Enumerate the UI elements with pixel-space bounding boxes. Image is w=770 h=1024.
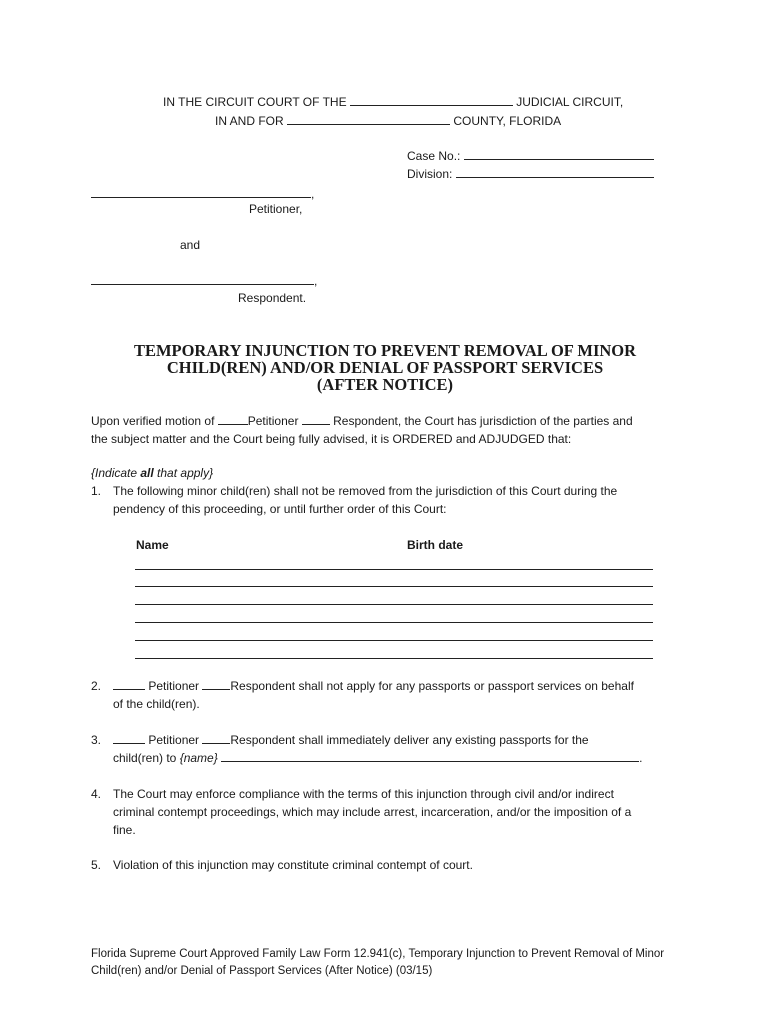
- item-3-text: Respondent shall immediately deliver any existing passports for the: [230, 733, 589, 747]
- name-column-header: Name: [136, 538, 169, 552]
- item-1-number: 1.: [91, 484, 102, 498]
- and-label: and: [180, 238, 201, 252]
- child-row-blank[interactable]: [135, 586, 653, 587]
- intro-line-2: the subject matter and the Court being fully advised, it is ORDERED and ADJUDGED that:: [91, 432, 572, 446]
- item-3-name-blank[interactable]: [221, 760, 639, 762]
- indicate-a: {Indicate: [91, 466, 141, 480]
- footer-line-1: Florida Supreme Court Approved Family Law Form 12.941(c), Temporary Injunction to Prevent Removal of Minor: [91, 948, 665, 960]
- item-3-name-placeholder: {name}: [179, 751, 218, 765]
- petitioner-check-blank[interactable]: [218, 423, 248, 425]
- indicate-instruction: [91, 466, 213, 480]
- county-florida-label: COUNTY, FLORIDA: [453, 114, 562, 128]
- indicate-all: all: [140, 466, 154, 480]
- item-4-number: 4.: [91, 787, 102, 801]
- birth-date-column-header: Birth date: [407, 538, 464, 552]
- item-2-line-1: [113, 679, 634, 693]
- child-row-blank[interactable]: [135, 622, 653, 623]
- court-header-line-2: [215, 114, 561, 128]
- item-3-line-1: [113, 733, 589, 747]
- item-3-line-2: child(ren) to {name} .: [113, 751, 643, 765]
- child-row-blank[interactable]: [135, 658, 653, 659]
- respondent-name-row: ,: [91, 274, 317, 288]
- form-title-line-2: CHILD(REN) AND/OR DENIAL OF PASSPORT SERVICES: [166, 358, 604, 377]
- judicial-circuit-label: JUDICIAL CIRCUIT,: [516, 95, 624, 109]
- item-2-text: Respondent shall not apply for any passports or passport services on behalf: [230, 679, 634, 693]
- intro-petitioner: Petitioner: [247, 414, 299, 428]
- item-3-number: 3.: [91, 733, 102, 747]
- case-number-row: [407, 149, 654, 163]
- division-row: [407, 167, 654, 181]
- item-3-child-text: child(ren) to: [113, 751, 180, 765]
- division-blank[interactable]: [456, 176, 654, 178]
- case-number-label: Case No.:: [407, 149, 461, 163]
- division-label: Division:: [407, 167, 453, 181]
- form-title-line-1: TEMPORARY INJUNCTION TO PREVENT REMOVAL OF MINOR: [133, 341, 637, 360]
- item-5-number: 5.: [91, 858, 102, 872]
- intro-text: Upon verified motion of: [91, 414, 215, 428]
- petitioner-name-row: ,: [91, 187, 314, 201]
- intro-text-cont: Respondent, the Court has jurisdiction of the parties and: [333, 414, 633, 428]
- child-row-blank[interactable]: [135, 604, 653, 605]
- court-header-line-1: [163, 95, 623, 109]
- item-2-number: 2.: [91, 679, 102, 693]
- respondent-check-blank[interactable]: [302, 423, 330, 425]
- item-3-petitioner-blank[interactable]: [113, 742, 145, 744]
- respondent-name-blank[interactable]: [91, 283, 314, 285]
- indicate-c: that apply}: [153, 466, 214, 480]
- item-3-respondent-blank[interactable]: [202, 742, 230, 744]
- item-4-line-2: criminal contempt proceedings, which may include arrest, incarceration, and/or the imposition of a: [113, 805, 632, 819]
- footer-line-2: Child(ren) and/or Denial of Passport Services (After Notice) (03/15): [91, 965, 433, 977]
- respondent-label: Respondent.: [238, 291, 307, 305]
- case-number-blank[interactable]: [464, 158, 654, 160]
- item-2-line-2: of the child(ren).: [113, 697, 200, 711]
- item-4-line-1: The Court may enforce compliance with the terms of this injunction through civil and/or indirect: [113, 787, 614, 801]
- court-label: IN THE CIRCUIT COURT OF THE: [163, 95, 347, 109]
- item-2-petitioner: Petitioner: [148, 679, 200, 693]
- in-and-for-label: IN AND FOR: [215, 114, 284, 128]
- child-row-blank[interactable]: [135, 640, 653, 641]
- petitioner-name-blank[interactable]: [91, 196, 311, 198]
- petitioner-label: Petitioner,: [249, 202, 303, 216]
- item-2-petitioner-blank[interactable]: [113, 688, 145, 690]
- intro-line-1: [91, 414, 633, 428]
- item-2-respondent-blank[interactable]: [202, 688, 230, 690]
- child-row-blank[interactable]: [135, 569, 653, 570]
- item-3-petitioner: Petitioner: [148, 733, 200, 747]
- judicial-circuit-blank[interactable]: [350, 104, 513, 106]
- item-1-line-1: The following minor child(ren) shall not be removed from the jurisdiction of this Court during the: [113, 484, 618, 498]
- county-blank[interactable]: [287, 123, 450, 125]
- item-4-line-3: fine.: [113, 823, 136, 837]
- item-5-line-1: Violation of this injunction may constitute criminal contempt of court.: [113, 858, 473, 872]
- form-title-line-3: (AFTER NOTICE): [316, 375, 454, 394]
- item-1-line-2: pendency of this proceeding, or until further order of this Court:: [113, 502, 447, 516]
